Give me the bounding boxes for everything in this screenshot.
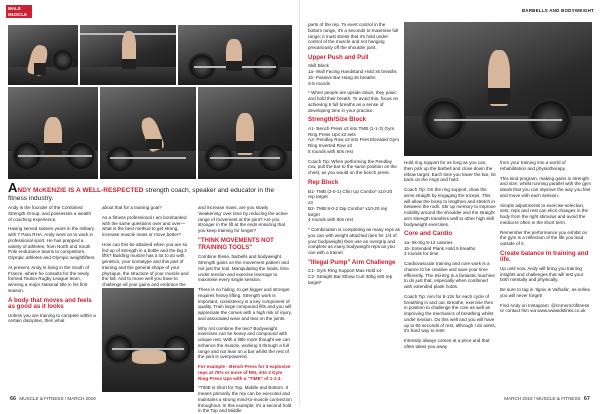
right-page xyxy=(300,0,600,406)
subheading: "Illegal Pump" Arm Challenge xyxy=(308,258,396,266)
drop-cap: A xyxy=(8,180,18,195)
paragraph: and increase mass, are you slowly 'weakening' over time by reducing the active range of movement at the joint? Are you stronger in the lift at the ends ensuring that you keep training for longer? xyxy=(198,205,288,233)
photo-floor-press xyxy=(102,288,194,392)
right-column-1 xyxy=(308,22,400,394)
paragraph: *TIME is short for Top, Middle and Bottom. It means primarily the rep can be executed and maintains a strong mind-to-muscle connection throughout. In this example, it's a second hold in the Top and Middle xyxy=(198,385,292,414)
paragraph: from your training into a world of rehabilitation and physiotherapy. xyxy=(500,160,566,171)
section-tag: MALE MUSCLE xyxy=(6,5,32,18)
subheading: Core and Cardio xyxy=(404,230,453,238)
paragraph: As a fitness professional I am bombarded with the same questions over and over—what is the best method to get strong, increase muscle mass or move better? xyxy=(102,214,187,237)
paragraph: Andy is the founder of the Combined Strength Group, and possesses a wealth of coaching experience. xyxy=(8,205,91,222)
paragraph: about that for a training goal? xyxy=(102,205,162,210)
photo-barbell-lift xyxy=(8,87,98,179)
page-number: 66 xyxy=(10,396,17,402)
paragraph: Intensity always comes at a price and that often takes you away xyxy=(404,338,490,349)
right-column-3 xyxy=(500,160,592,394)
paragraph: How can this be attained when you are so fed up of strength in a bottle and the big 3 lifts? Building muscle has a lot to do with genetics, your somatype and this part of training and the general shape of your physique, the structure of your muscle and the fall. And to move well you have to challenge all your gains and embrace the xyxy=(102,241,189,287)
workout-line: 4 rounds with 60s rest xyxy=(308,217,353,223)
workout-line: x3 xyxy=(308,200,313,206)
workout-line: 1a- 5k-Slg 8-12 calories xyxy=(404,239,453,245)
paragraph: There is no hiding, to get bigger and stronger requires heavy lifting. Strength work is important, consistency is a key component of quality. Train large compound lifts and you will appreciate the comes with a high risk of injury, and associated wear and tear on the joints. xyxy=(198,287,292,321)
paragraph: parts of the rep. To exert control in the bottom range, it's a seconds to maximise full range; it must stress that it's hold under control of the muscle and not hanging precariously off the shoulder joint. xyxy=(308,22,399,50)
photo-ring-support xyxy=(404,22,592,156)
paragraph: Why not combine the two? Bodyweight exercises can be heavy and compound with unique rest. With a little more thought we can enhance the muscle, working it through a full range and not lean on a bar whilst the rest of the joint is overpowered. xyxy=(198,325,290,360)
paragraph: Cardiovascular training and core work is a chance to be creative and save your time efficiently. The Ski-Erg is a fantastic machine to do just that, especially when combined with extended plank holds. xyxy=(404,261,495,290)
paragraph: Hold ring support for as long as you can, then pick up the barbell and close down the elbow target. Each time you lower the bar, hit back on the rings and hold. xyxy=(404,160,496,183)
right-column-2 xyxy=(404,160,496,394)
subheading: Create balance in training and life. xyxy=(500,249,589,264)
section-title: BARBELLS AND BODYWEIGHT xyxy=(521,8,594,13)
paragraph: Be sure to tag in 'Ilgniv is Valhalla', as online you will never forget! xyxy=(500,287,591,298)
paragraph: Simple adjustments to exercise selection, sets, reps and rest can elicit changes in the body from the right stimulus and avoid the mediocre often in the short term. xyxy=(500,202,589,225)
headline-lead: NDY McKENZIE IS A WELL-RESPECTED xyxy=(17,187,144,194)
left-column-2 xyxy=(102,205,190,285)
photo-rings xyxy=(100,87,196,179)
workout-line: 1b- Extended Plank Hold 5 breaths xyxy=(404,245,476,251)
photo-deadlift xyxy=(178,25,292,85)
left-column-1 xyxy=(8,205,96,393)
pull-quote: "THINK MOVEMENTS NOT TRAINING TOOLS" xyxy=(198,237,274,251)
workout-line: A1- Bench Press x3 into TMB (1-1-3) Gym Ring Press Ups x3 sets xyxy=(308,125,395,137)
subheading: Rep Block xyxy=(308,178,339,186)
photo-pushup xyxy=(8,25,78,85)
workout-line: 3-5 rounds xyxy=(308,80,330,86)
coach-tip: Coach Tip: When performing the Pendlay row, pull the bar to the same position on the chest, as you would on the bench press. xyxy=(308,158,397,176)
workout-line: 3 rounds for time xyxy=(404,251,439,257)
contact-paragraph: Find Andy on Instagram: @cnrnomchfitness or contact him via www.wwwidslinks.co.uk xyxy=(500,302,590,314)
paragraph: Up until now, Andy will bring you training insights and challenges that will test your both mentally and physically. xyxy=(500,265,584,283)
paragraph: Remember the performance you exhibit on the gym is a reflection of the life you lead outside of it. xyxy=(500,229,588,246)
workout-line: 1b- Passive Bar Hang x5 breaths xyxy=(308,74,376,80)
subheading: A body that moves and feels as good as it looks xyxy=(8,296,92,311)
coach-tip: Coach Tip: Aim for 8-12s for each cycle of breathing in and out. Breathe, exercise then in position to challenge the core as well as improving the mechanics of breathing whilst under tension. Do this well and you will have up to 60 seconds of rest, although I do admit, it's hard way to rest! xyxy=(404,293,496,334)
footer-text: MUSCLE & FITNESS / MARCH 2019 xyxy=(19,396,96,401)
example-paragraph: For example - Bench Press for 3 explosive reps at 75% or more of RM, into 3 Gym Ring Press Ups with a "TIME" of 1-1-3. xyxy=(198,364,291,381)
workout-line: B1- TMB (2-0-1) Chin Up Combo* x10-20 rep target xyxy=(308,188,393,200)
page-number: 67 xyxy=(583,396,590,402)
subheading: Strength/Size Block xyxy=(308,116,367,124)
workout-line: C1- Gym Ring Support Max Hold x4 xyxy=(308,268,382,274)
workout-line: C2- Straight Bar Elbow Curl 40kg x60 rep target* xyxy=(308,274,393,285)
workout-line: Skill Block xyxy=(308,63,329,69)
photo-row xyxy=(198,87,292,179)
paragraph: * Combination is completing as many reps as you can with weight attached (aim for 1/4 of your bodyweight) then use an overgrip and complete as many bodyweight reps as you can with a trainer. xyxy=(308,227,400,256)
headline-rest: strength coach, speaker and educator in the fitness industry. xyxy=(8,187,275,202)
photo-hang xyxy=(80,25,176,85)
footer-text: MARCH 2019 / MUSCLE & FITNESS xyxy=(504,396,581,401)
workout-line: A2- Pendlay Row x3 into Feet Elevated Gym Ring Inverted Row x3 xyxy=(308,137,399,149)
workout-line: 5 rounds with 60s rest xyxy=(308,148,353,154)
subheading: Upper Push and Pull xyxy=(308,53,369,61)
workout-line: B2- TMB 8-0-2 Dip Combo* x10-20 rep target xyxy=(308,205,388,217)
article-headline xyxy=(8,180,294,203)
paragraph: Combine these, barbells and bodyweight. Strength gains on the movement pattern and not just the tool. Manipulating the loads, time under tension and exercise leverage to maximise every single session. xyxy=(198,254,289,283)
left-column-3 xyxy=(198,205,292,414)
paragraph: At present, Andy is living in the South of France, where he consults for the newly formed Toulon Rugby League team, winning a major National title in his first season. xyxy=(8,264,90,293)
paragraph: * When people are upside down, they panic and hold their breath. To avoid this, focus on achieving 5 full breaths as a sense of developing time in your practice. xyxy=(308,90,399,113)
left-footer xyxy=(8,396,96,402)
workout-line: 1a- Wall Facing Handstand Hold x5 breaths xyxy=(308,69,397,75)
right-footer xyxy=(504,396,592,402)
paragraph: This kind program, making gains in strength and size, whilst running parallel with the gym ideals that you can improve the way you feel and move with each session. xyxy=(500,175,591,198)
coach-tip: Coach Tip: On the ring support, draw the arms straight by engaging the triceps. This will allow the bicep to lengthen and stretch in between the rods. Stir up memory to improve mobility around the shoulder and the straight arm strength transfers well to other high skill bodyweight exercises. xyxy=(404,187,496,227)
paragraph: Having served sixteen years in the military with 7 Para RHA, Andy went on to work in professional sport. He has prepped a variety of athletes, from North and South Pole endurance teams to competitors, Olympic athletes and Olympic weightlifters. xyxy=(8,226,96,260)
paragraph: Unless you are training to compete within a certain discipline, then what xyxy=(8,312,96,324)
